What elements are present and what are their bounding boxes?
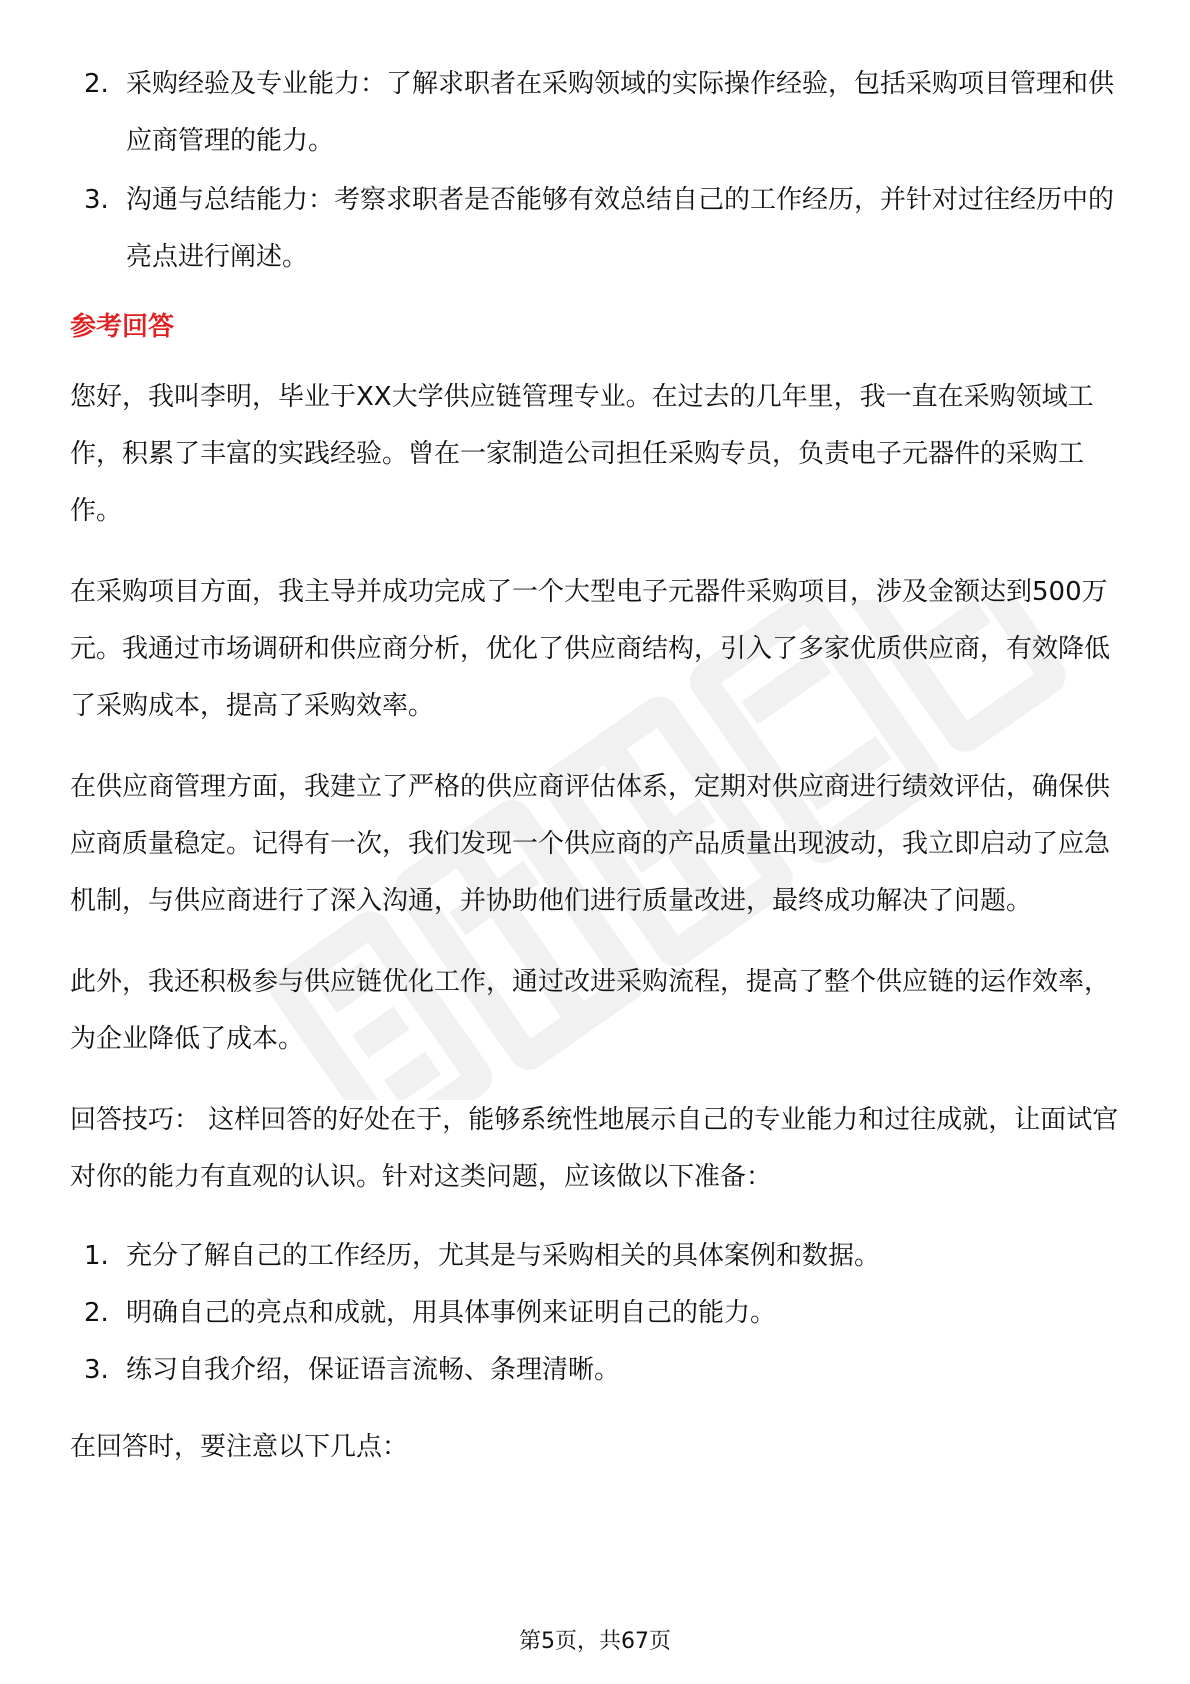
list-item-number: 3. — [84, 185, 109, 215]
list-item-number: 2. — [84, 69, 109, 99]
list-item-number: 2. — [84, 1298, 109, 1328]
list-item-text: 充分了解自己的工作经历，尤其是与采购相关的具体案例和数据。 — [126, 1241, 881, 1271]
tips-list — [70, 1228, 1120, 1399]
list-item — [70, 1285, 1120, 1342]
list-item — [70, 1228, 1120, 1285]
list-item-text: 练习自我介绍，保证语言流畅、条理清晰。 — [126, 1355, 621, 1385]
list-item-text: 明确自己的亮点和成就，用具体事例来证明自己的能力。 — [126, 1298, 777, 1328]
answer-paragraph: 此外，我还积极参与供应链优化工作，通过改进采购流程，提高了整个供应链的运作效率，为企业降低了成本。 — [70, 967, 1111, 1054]
list-item — [70, 172, 1120, 286]
closing-text: 在回答时，要注意以下几点： — [70, 1432, 409, 1462]
section-title: 参考回答 — [70, 312, 175, 342]
answer-paragraph: 您好，我叫李明，毕业于XX大学供应链管理专业。在过去的几年里，我一直在采购领域工作，积累了丰富的实践经验。曾在一家制造公司担任采购专员，负责电子元器件的采购工作。 — [70, 382, 1094, 526]
page-footer: 第5页，共67页 — [519, 1629, 671, 1654]
answer-paragraph: 在采购项目方面，我主导并成功完成了一个大型电子元器件采购项目，涉及金额达到500万元。我通过市场调研和供应商分析，优化了供应商结构，引入了多家优质供应商，有效降低了采购成本，提高了采购效率。 — [70, 577, 1111, 721]
list-item-number: 3. — [84, 1355, 109, 1385]
tips-intro: 回答技巧： 这样回答的好处在于，能够系统性地展示自己的专业能力和过往成就，让面试官对你的能力有直观的认识。针对这类问题，应该做以下准备： — [70, 1105, 1119, 1192]
list-item-text: 采购经验及专业能力：了解求职者在采购领域的实际操作经验，包括采购项目管理和供应商管理的能力。 — [126, 69, 1115, 156]
list-item — [70, 56, 1120, 170]
list-item-number: 1. — [84, 1241, 109, 1271]
list-item-text: 沟通与总结能力：考察求职者是否能够有效总结自己的工作经历，并针对过往经历中的亮点进行阐述。 — [126, 185, 1115, 272]
list-item — [70, 1342, 1120, 1399]
page-content — [70, 56, 1120, 1500]
answer-paragraph: 在供应商管理方面，我建立了严格的供应商评估体系，定期对供应商进行绩效评估，确保供应商质量稳定。记得有一次，我们发现一个供应商的产品质量出现波动，我立即启动了应急机制，与供应商进行了深入沟通，并协助他们进行质量改进，最终成功解决了问题。 — [70, 772, 1111, 916]
intro-list — [70, 56, 1120, 286]
